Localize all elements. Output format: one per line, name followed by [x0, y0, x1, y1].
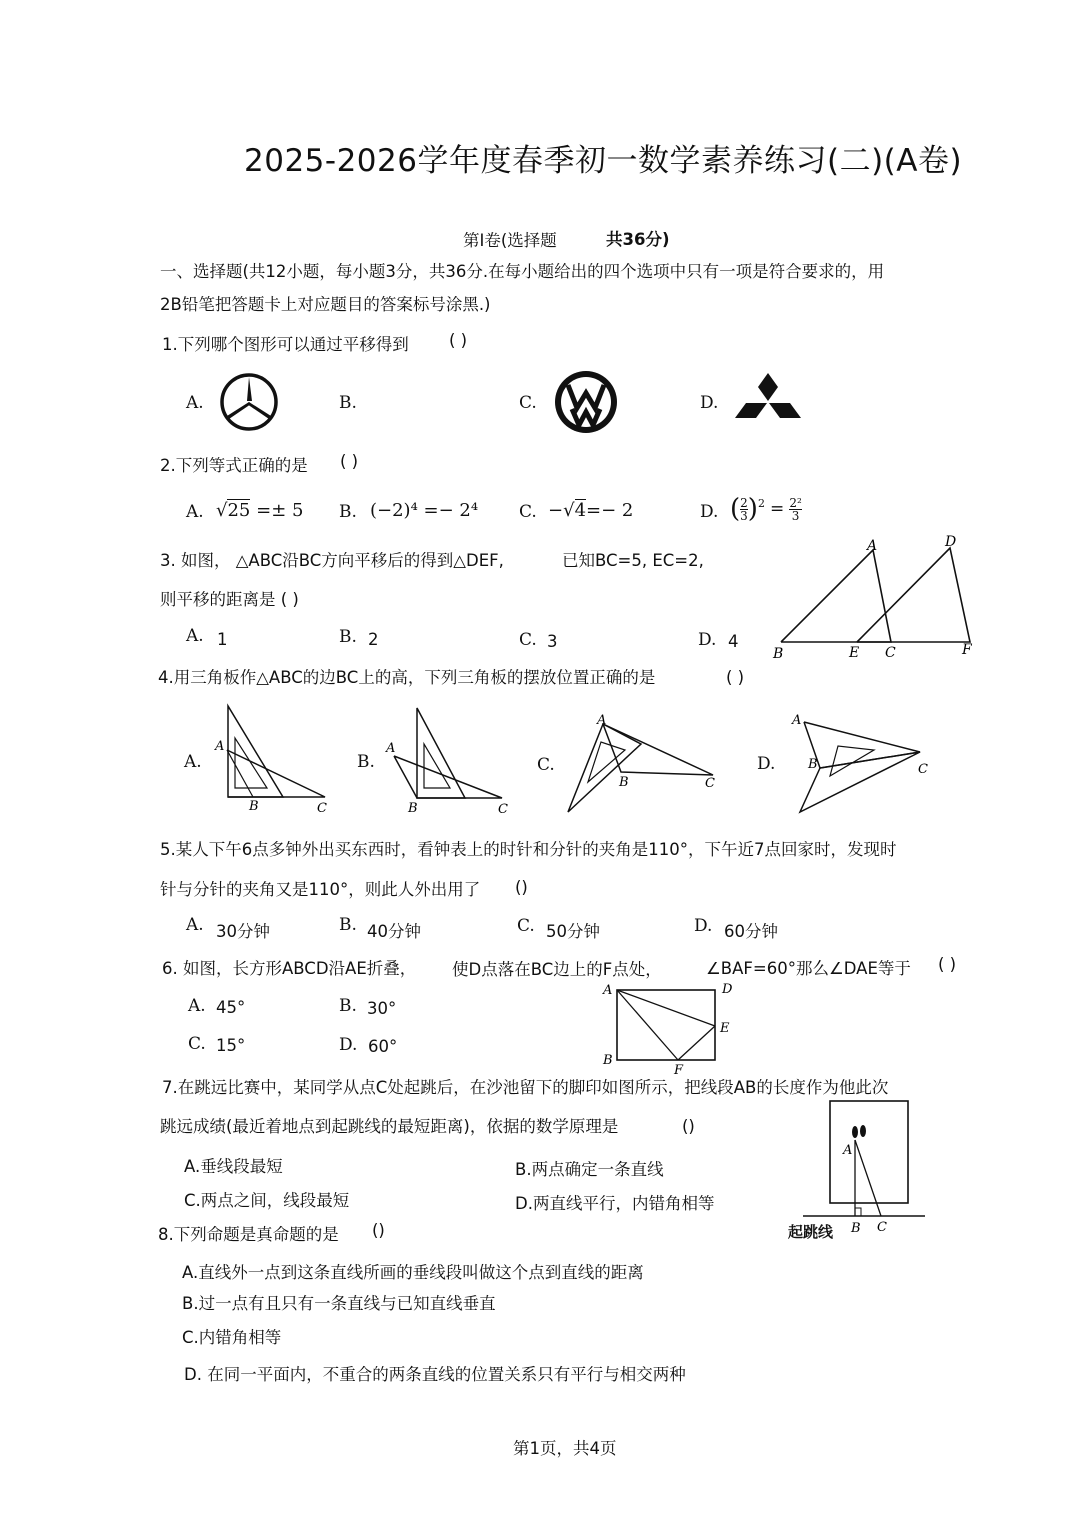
q1-stem: 1.下列哪个图形可以通过平移得到: [162, 335, 409, 354]
q2-a-expr: =± 5: [256, 500, 304, 521]
q4-label-c: C.: [537, 755, 555, 775]
q3-value-d: 4: [728, 632, 739, 651]
fig7-label-c: C: [877, 1220, 887, 1235]
q2-stem: 2.下列等式正确的是: [160, 456, 308, 475]
q5-label-a: A.: [186, 915, 204, 935]
fig3-label-a: A: [867, 538, 878, 554]
q6-stem-1: 6. 如图，长方形ABCD沿AE折叠，: [162, 959, 417, 978]
section-score: 共36分): [606, 230, 670, 249]
q5-value-d: 60分钟: [724, 922, 778, 941]
q7-option-d: D.两直线平行，内错角相等: [515, 1194, 715, 1213]
q1-label-a: A.: [186, 393, 204, 413]
q6-label-d: D.: [339, 1035, 358, 1055]
q2-label-d: D.: [700, 502, 719, 522]
q8-paren: (): [372, 1221, 385, 1240]
fig4a-label-a: A: [215, 739, 225, 754]
fig6-label-d: D: [722, 982, 733, 997]
q3-label-d: D.: [698, 630, 717, 650]
sand-pit: [830, 1101, 908, 1203]
fig6-label-a: A: [603, 983, 613, 998]
q3-stem-2: 已知BC=5, EC=2,: [562, 551, 704, 570]
q6-label-b: B.: [339, 996, 357, 1016]
sqrt-icon: √: [563, 500, 575, 521]
q3-translation-figure: [765, 530, 985, 665]
footprint-icon: [860, 1125, 866, 1137]
q4-figure-c: [563, 710, 728, 820]
q5-label-c: C.: [517, 916, 535, 936]
q8-option-c: C.内错角相等: [182, 1328, 282, 1347]
q5-label-b: B.: [339, 915, 357, 935]
fig3-label-d: D: [945, 534, 957, 550]
q6-label-a: A.: [188, 996, 206, 1016]
q4-label-a: A.: [184, 752, 202, 772]
q1-label-d: D.: [700, 393, 719, 413]
q1-label-c: C.: [519, 393, 537, 413]
q6-fold-figure: [598, 978, 748, 1078]
q7-stem-1: 7.在跳远比赛中，某同学从点C处起跳后，在沙池留下的脚印如图所示，把线段AB的长度作为他此次: [162, 1078, 889, 1097]
fig6-label-f: F: [674, 1063, 684, 1078]
fig4a-label-b: B: [249, 799, 259, 814]
takeoff-line-label: 起跳线: [788, 1223, 834, 1241]
q3-label-c: C.: [519, 630, 537, 650]
q4-figure-b: [380, 700, 520, 820]
fig4c-label-b: B: [619, 775, 629, 790]
q2-d-rhs-den: 3: [791, 508, 800, 523]
q5-stem-1: 5.某人下午6点多钟外出买东西时，看钟表上的时针和分针的夹角是110°，下午近7点回家时，发现时: [160, 840, 897, 859]
q7-option-c: C.两点之间，线段最短: [184, 1191, 350, 1210]
q2-option-c: [548, 500, 633, 521]
q8-option-b: B.过一点有且只有一条直线与已知直线垂直: [182, 1294, 496, 1313]
q1-label-b: B.: [339, 393, 357, 413]
fig7-label-a: A: [843, 1143, 853, 1158]
q3-stem-3: 则平移的距离是 ( ): [160, 590, 299, 609]
q8-stem: 8.下列命题是真命题的是: [158, 1225, 339, 1244]
q2-c-minus: −: [548, 500, 564, 521]
q2-option-d: ( $\frac{2}{3}$ )$^2$ = $\frac{\text{2²}}{3}$: [730, 494, 802, 524]
q6-value-a: 45°: [216, 998, 246, 1017]
section-name: 第Ⅰ卷(选择题: [463, 231, 557, 250]
q6-paren: ( ): [938, 955, 957, 974]
q2-d-den: 3: [740, 508, 748, 523]
page-title: 2025-2026学年度春季初一数学素养练习(二)(A卷): [244, 143, 963, 179]
q4-figure-a: [205, 700, 345, 820]
q4-label-b: B.: [357, 752, 375, 772]
q5-label-d: D.: [694, 916, 713, 936]
q7-stem-2: 跳远成绩(最近着地点到起跳线的最短距离)，依据的数学原理是: [160, 1117, 619, 1136]
q5-value-b: 40分钟: [367, 922, 421, 941]
diamonds-logo-icon: [733, 372, 803, 432]
q5-paren: (): [515, 878, 528, 897]
q2-paren: ( ): [340, 452, 359, 471]
fig4d-label-c: C: [918, 762, 928, 777]
fig3-label-b: B: [773, 646, 784, 662]
q6-value-c: 15°: [216, 1036, 246, 1055]
fig4c-label-c: C: [705, 776, 715, 791]
q1-paren: ( ): [449, 331, 468, 350]
fig3-label-c: C: [885, 645, 896, 661]
q2-d-pow: 2: [757, 497, 765, 511]
star-logo-icon: [218, 371, 280, 433]
q7-option-a: A.垂线段最短: [184, 1157, 283, 1176]
q3-value-c: 3: [547, 632, 558, 651]
q4-label-d: D.: [757, 754, 776, 774]
fig4c-label-a: A: [597, 713, 607, 728]
fig4d-label-b: B: [808, 757, 818, 772]
fig3-label-e: E: [849, 645, 860, 661]
q8-option-a: A.直线外一点到这条直线所画的垂线段叫做这个点到直线的距离: [182, 1263, 644, 1282]
q6-stem-3: ∠BAF=60°那么∠DAE等于: [706, 959, 911, 978]
q3-value-a: 1: [217, 630, 228, 649]
q7-paren: (): [682, 1117, 695, 1136]
fig6-label-b: B: [603, 1053, 613, 1068]
fig4b-label-c: C: [498, 802, 508, 817]
footprint-icon: [852, 1126, 858, 1138]
sqrt-icon: √: [216, 500, 228, 521]
q4-paren: ( ): [726, 668, 745, 687]
q2-a-radicand: 25: [227, 500, 251, 521]
fig7-label-b: B: [851, 1221, 861, 1236]
q6-value-d: 60°: [368, 1037, 398, 1056]
triangle-abc: [781, 550, 891, 642]
q3-label-b: B.: [339, 627, 357, 647]
triangle-def: [857, 548, 970, 642]
q3-label-a: A.: [186, 626, 204, 646]
q4-figure-d: [790, 710, 940, 820]
q8-option-d: D. 在同一平面内，不重合的两条直线的位置关系只有平行与相交两种: [184, 1365, 686, 1384]
fig4b-label-a: A: [386, 741, 396, 756]
q2-option-b: (−2)⁴ =− 2⁴: [370, 500, 479, 521]
q4-stem: 4.用三角板作△ABC的边BC上的高，下列三角板的摆放位置正确的是: [158, 668, 656, 687]
q6-label-c: C.: [188, 1034, 206, 1054]
q2-d-rhs-num: 2²: [789, 495, 802, 510]
q6-stem-2: 使D点落在BC边上的F点处，: [452, 960, 662, 979]
q6-value-b: 30°: [367, 999, 397, 1018]
fig4d-label-a: A: [792, 713, 802, 728]
q5-value-c: 50分钟: [546, 922, 600, 941]
q2-d-num: 2: [740, 495, 748, 510]
fig4b-label-b: B: [408, 801, 418, 816]
q2-option-a: [216, 500, 303, 521]
fig6-label-e: E: [720, 1021, 730, 1036]
vw-logo-icon: [553, 369, 619, 435]
q5-value-a: 30分钟: [216, 922, 270, 941]
q7-option-b: B.两点确定一条直线: [515, 1160, 664, 1179]
q2-label-b: B.: [339, 502, 357, 522]
q2-label-a: A.: [186, 502, 204, 522]
q5-stem-2: 针与分针的夹角又是110°，则此人外出用了: [160, 880, 481, 899]
q2-label-c: C.: [519, 502, 537, 522]
rectangle-abcd: [617, 990, 715, 1060]
instructions-line-1: 一、选择题(共12小题，每小题3分，共36分.在每小题给出的四个选项中只有一项是符合要求的，用: [160, 262, 885, 281]
q2-c-expr: =− 2: [586, 500, 634, 521]
page-footer: 第1页，共4页: [513, 1439, 617, 1458]
q3-value-b: 2: [368, 630, 379, 649]
fig4a-label-c: C: [317, 801, 327, 816]
instructions-line-2: 2B铅笔把答题卡上对应题目的答案标号涂黑.): [160, 295, 491, 314]
q3-stem-1: 3. 如图， △ABC沿BC方向平移后的得到△DEF,: [160, 551, 504, 570]
fig3-label-f: F: [962, 642, 972, 658]
q2-c-radicand: 4: [574, 500, 587, 521]
